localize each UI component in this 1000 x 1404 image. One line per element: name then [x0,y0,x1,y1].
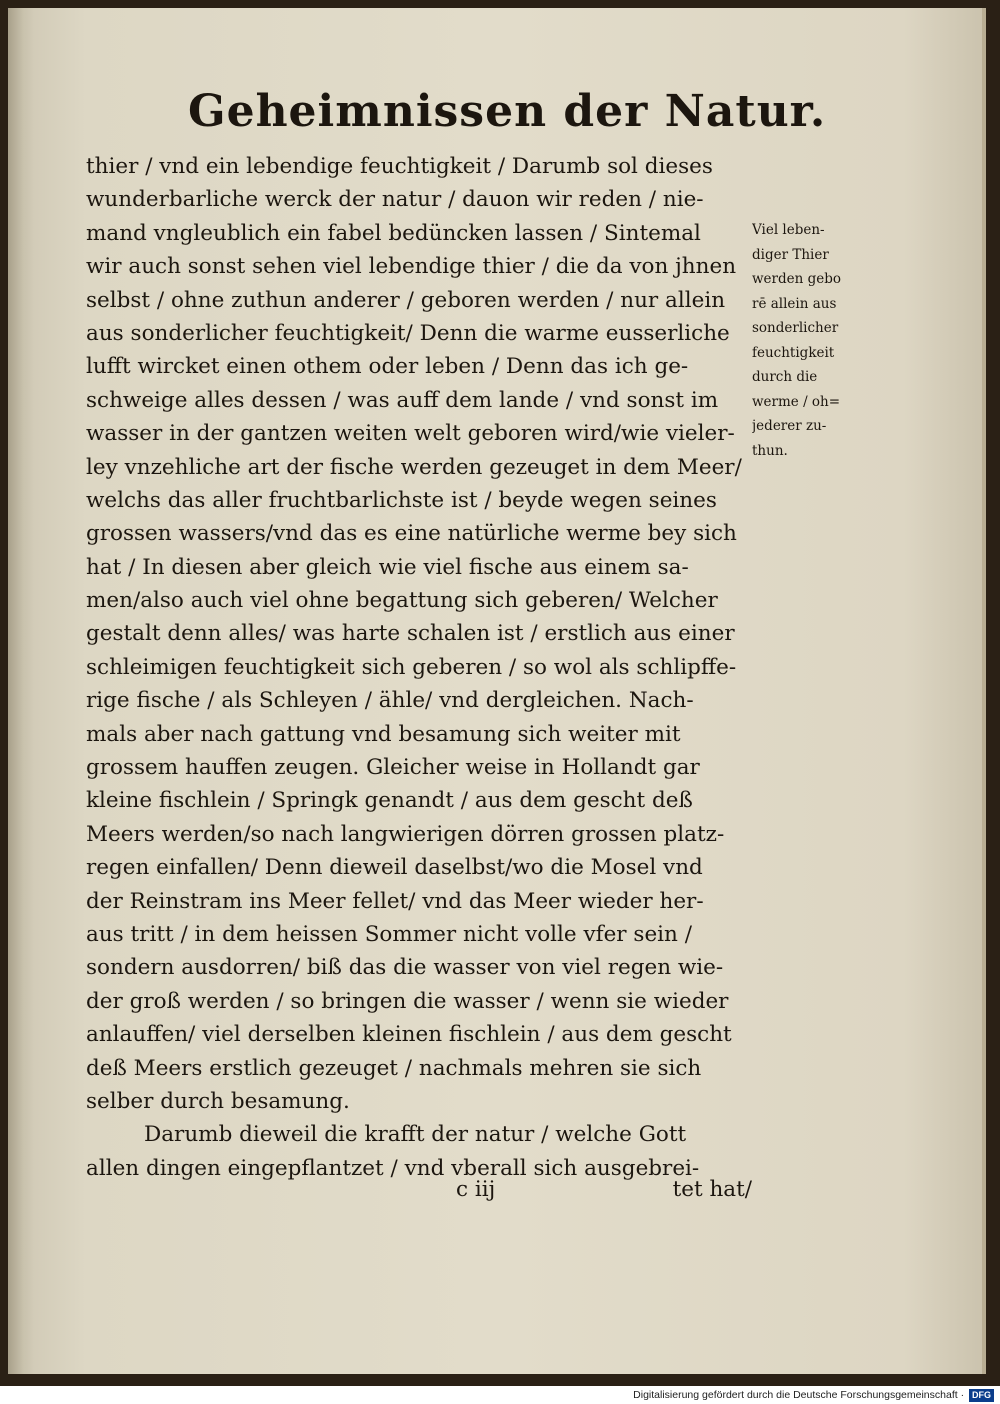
text-line: wunderbarliche werck der natur / dauon wir reden / nie- [86,187,704,213]
text-line: men/also auch viel ohne begattung sich geberen/ Welcher [86,588,718,614]
text-line: grossen wassers/vnd das es eine natürliche werme bey sich [86,521,737,547]
body-text [86,150,756,1185]
text-line: aus tritt / in dem heissen Sommer nicht volle vfer sein / [86,921,692,947]
signature-mark: c iij [456,1177,496,1202]
text-line: schleimigen feuchtigkeit sich geberen / so wol als schlipffe- [86,654,737,680]
page-footer [86,1177,756,1211]
text-line: allen dingen eingepflantzet / vnd vberall sich ausgebrei- [86,1155,700,1181]
text-line: anlauffen/ viel derselben kleinen fischlein / aus dem gescht [86,1022,732,1048]
text-line: gestalt denn alles/ was harte schalen ist / erstlich aus einer [86,621,735,647]
text-line: welchs das aller fruchtbarlichste ist / beyde wegen seines [86,487,717,513]
marginal-note-line: werden gebo [752,271,842,287]
marginal-note-line: Viel leben- [752,222,825,238]
marginal-note [752,218,872,463]
text-line: thier / vnd ein lebendige feuchtigkeit / Darumb sol dieses [86,154,713,179]
marginal-note-line: diger Thier [752,246,829,263]
marginal-note-line: feuchtigkeit [752,344,835,361]
dfg-logo: DFG [969,1389,994,1402]
credit-text: Digitalisierung gefördert durch die Deutsche Forschungsgemeinschaft · [633,1389,965,1401]
text-line: mand vngleublich ein fabel bedüncken lassen / Sintemal [86,220,701,246]
text-line: wasser in der gantzen weiten welt geboren wird/wie vieler- [86,421,735,447]
text-line: kleine fischlein / Springk genandt / aus dem gescht deß [86,788,693,814]
catchword: tet hat/ [672,1177,752,1202]
marginal-note-line: jederer zu- [752,418,827,434]
text-line: Meers werden/so nach langwierigen dörren grossen platz- [86,821,725,847]
text-line: regen einfallen/ Denn dieweil daselbst/wo die Mosel vnd [86,855,703,881]
running-header: Geheimnissen der Natur. [188,86,827,137]
marginal-note-line: rē allein aus [752,295,837,312]
marginal-note-line: durch die [752,369,818,385]
funding-credit [633,1387,994,1403]
text-line: der groß werden / so bringen die wasser / wenn sie wieder [86,988,729,1014]
text-line: sondern ausdorren/ biß das die wasser von viel regen wie- [86,955,724,981]
text-line: deß Meers erstlich gezeuget / nachmals mehren sie sich [86,1055,702,1081]
text-line: aus sonderlicher feuchtigkeit/ Denn die warme eusserliche [86,320,730,346]
marginal-note-line: sonderlicher [752,320,839,336]
text-line: selber durch besamung. [86,1088,350,1114]
paragraph-start-line: Darumb dieweil die krafft der natur / welche Gott [144,1122,687,1148]
page-gutter [8,8,34,1374]
text-line: ley vnzehliche art der fische werden gezeuget in dem Meer/ [86,454,742,480]
text-line: wir auch sonst sehen viel lebendige thier / die da von jhnen [86,254,737,280]
text-line: schweige alles dessen / was auff dem lande / vnd sonst im [86,387,719,413]
text-line: hat / In diesen aber gleich wie viel fische aus einem sa- [86,554,689,580]
text-line: selbst / ohne zuthun anderer / geboren werden / nur allein [86,287,726,313]
marginal-note-line: werme / oh= [752,393,841,410]
book-page [8,8,986,1374]
marginal-note-line: thun. [752,442,788,459]
text-line: lufft wircket einen othem oder leben / Denn das ich ge- [86,354,689,380]
text-line: rige fische / als Schleyen / ähle/ vnd dergleichen. Nach- [86,688,694,714]
text-line: grossem hauffen zeugen. Gleicher weise in Hollandt gar [86,755,700,781]
text-line: mals aber nach gattung vnd besamung sich weiter mit [86,721,681,747]
text-line: der Reinstram ins Meer fellet/ vnd das Meer wieder her- [86,888,704,914]
